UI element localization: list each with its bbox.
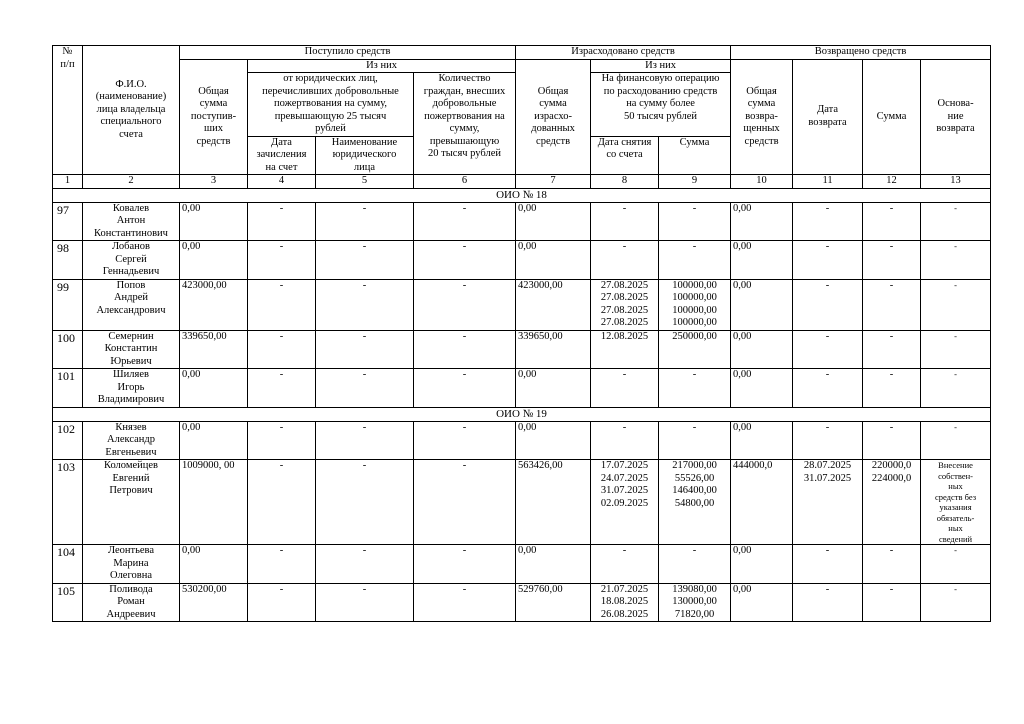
total-returned-cell: 444000,0	[731, 460, 793, 545]
return-basis-cell: -	[921, 241, 991, 280]
report-body	[53, 188, 991, 622]
legal-entity-name-cell: -	[316, 330, 414, 369]
total-returned-cell: 0,00	[731, 241, 793, 280]
citizens-count-cell: -	[414, 202, 516, 241]
total-returned-cell: 0,00	[731, 369, 793, 408]
withdraw-sums-cell: -	[659, 421, 731, 460]
header-total-received: Общая сумма поступив- ших средств	[180, 59, 248, 175]
return-dates-cell: -	[793, 583, 863, 622]
table-row	[53, 279, 991, 330]
total-received-cell: 530200,00	[180, 583, 248, 622]
legal-entity-name-cell: -	[316, 202, 414, 241]
person-name-cell: Попов Андрей Александрович	[83, 279, 180, 330]
total-returned-cell: 0,00	[731, 279, 793, 330]
total-received-cell: 0,00	[180, 421, 248, 460]
column-numbers-row	[53, 175, 991, 189]
section-header-row	[53, 407, 991, 421]
citizens-count-cell: -	[414, 583, 516, 622]
header-spent: Израсходовано средств	[516, 46, 731, 60]
total-returned-cell: 0,00	[731, 583, 793, 622]
header-of-them: Из них	[248, 59, 516, 73]
withdraw-sums-cell: 217000,00 55526,00 146400,00 54800,00	[659, 460, 731, 545]
row-number-cell: 101	[53, 369, 83, 408]
header-return-basis: Основа- ние возврата	[921, 59, 991, 175]
withdraw-sums-cell: -	[659, 369, 731, 408]
header-citizens-count: Количество граждан, внесших добровольные пожертвования на сумму, превышающую 20 тысяч рублей	[414, 73, 516, 175]
total-received-cell: 0,00	[180, 241, 248, 280]
total-received-cell: 339650,00	[180, 330, 248, 369]
legal-entity-name-cell: -	[316, 241, 414, 280]
withdraw-dates-cell: -	[591, 421, 659, 460]
table-row	[53, 460, 991, 545]
total-returned-cell: 0,00	[731, 421, 793, 460]
person-name-cell: Шиляев Игорь Владимирович	[83, 369, 180, 408]
header-return-date: Дата возврата	[793, 59, 863, 175]
header-no: № п/п	[53, 46, 83, 175]
return-sums-cell: -	[863, 202, 921, 241]
row-number-cell: 100	[53, 330, 83, 369]
header-total-spent: Общая сумма израсхо- дованных средств	[516, 59, 591, 175]
person-name-cell: Леонтьева Марина Олеговна	[83, 545, 180, 584]
table-row	[53, 241, 991, 280]
column-number: 9	[659, 175, 731, 189]
credit-date-cell: -	[248, 202, 316, 241]
credit-date-cell: -	[248, 583, 316, 622]
return-basis-cell: -	[921, 583, 991, 622]
section-title: ОИО № 19	[53, 407, 991, 421]
total-spent-cell: 0,00	[516, 202, 591, 241]
person-name-cell: Лобанов Сергей Геннадьевич	[83, 241, 180, 280]
column-number: 7	[516, 175, 591, 189]
row-number-cell: 99	[53, 279, 83, 330]
funds-report-table	[52, 45, 991, 622]
person-name-cell: Ковалев Антон Константинович	[83, 202, 180, 241]
header-total-returned: Общая сумма возвра- щенных средств	[731, 59, 793, 175]
header-legal-entities: от юридических лиц, перечисливших добровольные пожертвования на сумму, превышающую 25 тысяч рублей	[248, 73, 414, 137]
header-amount: Сумма	[659, 136, 731, 175]
total-returned-cell: 0,00	[731, 202, 793, 241]
total-spent-cell: 0,00	[516, 421, 591, 460]
table-row	[53, 545, 991, 584]
section-title: ОИО № 18	[53, 188, 991, 202]
row-number-cell: 105	[53, 583, 83, 622]
column-number: 1	[53, 175, 83, 189]
withdraw-sums-cell: -	[659, 545, 731, 584]
return-dates-cell: -	[793, 202, 863, 241]
return-basis-cell: Внесение собствен- ных средств без указания обязатель- ных сведений	[921, 460, 991, 545]
header-financial-op: На финансовую операцию по расходованию средств на сумму более 50 тысяч рублей	[591, 73, 731, 137]
table-row	[53, 421, 991, 460]
withdraw-sums-cell: -	[659, 241, 731, 280]
column-number: 4	[248, 175, 316, 189]
credit-date-cell: -	[248, 545, 316, 584]
citizens-count-cell: -	[414, 421, 516, 460]
row-number-cell: 103	[53, 460, 83, 545]
header-returned: Возвращено средств	[731, 46, 991, 60]
column-number: 13	[921, 175, 991, 189]
return-dates-cell: 28.07.2025 31.07.2025	[793, 460, 863, 545]
return-basis-cell: -	[921, 369, 991, 408]
return-sums-cell: -	[863, 330, 921, 369]
credit-date-cell: -	[248, 241, 316, 280]
person-name-cell: Коломейцев Евгений Петрович	[83, 460, 180, 545]
table-row	[53, 369, 991, 408]
return-basis-cell: -	[921, 421, 991, 460]
return-sums-cell: -	[863, 583, 921, 622]
return-sums-cell: -	[863, 421, 921, 460]
table-row	[53, 330, 991, 369]
total-spent-cell: 0,00	[516, 545, 591, 584]
header-received: Поступило средств	[180, 46, 516, 60]
credit-date-cell: -	[248, 369, 316, 408]
credit-date-cell: -	[248, 421, 316, 460]
total-returned-cell: 0,00	[731, 545, 793, 584]
citizens-count-cell: -	[414, 460, 516, 545]
column-number: 11	[793, 175, 863, 189]
return-sums-cell: -	[863, 241, 921, 280]
row-number-cell: 104	[53, 545, 83, 584]
return-sums-cell: -	[863, 369, 921, 408]
column-number: 10	[731, 175, 793, 189]
citizens-count-cell: -	[414, 330, 516, 369]
table-row	[53, 583, 991, 622]
withdraw-sums-cell: 250000,00	[659, 330, 731, 369]
return-dates-cell: -	[793, 545, 863, 584]
header-return-sum: Сумма	[863, 59, 921, 175]
return-dates-cell: -	[793, 279, 863, 330]
citizens-count-cell: -	[414, 279, 516, 330]
legal-entity-name-cell: -	[316, 421, 414, 460]
row-number-cell: 102	[53, 421, 83, 460]
return-sums-cell: -	[863, 279, 921, 330]
return-sums-cell: 220000,0 224000,0	[863, 460, 921, 545]
total-spent-cell: 563426,00	[516, 460, 591, 545]
total-spent-cell: 0,00	[516, 241, 591, 280]
column-number: 12	[863, 175, 921, 189]
header-of-them-spent: Из них	[591, 59, 731, 73]
return-sums-cell: -	[863, 545, 921, 584]
header-fio: Ф.И.О. (наименование) лица владельца специального счета	[83, 46, 180, 175]
return-basis-cell: -	[921, 202, 991, 241]
return-basis-cell: -	[921, 330, 991, 369]
total-spent-cell: 529760,00	[516, 583, 591, 622]
credit-date-cell: -	[248, 330, 316, 369]
column-number: 2	[83, 175, 180, 189]
total-returned-cell: 0,00	[731, 330, 793, 369]
withdraw-sums-cell: 100000,00 100000,00 100000,00 100000,00	[659, 279, 731, 330]
total-received-cell: 423000,00	[180, 279, 248, 330]
withdraw-sums-cell: 139080,00 130000,00 71820,00	[659, 583, 731, 622]
withdraw-dates-cell: 17.07.2025 24.07.2025 31.07.2025 02.09.2025	[591, 460, 659, 545]
total-received-cell: 1009000, 00	[180, 460, 248, 545]
legal-entity-name-cell: -	[316, 369, 414, 408]
withdraw-dates-cell: -	[591, 545, 659, 584]
legal-entity-name-cell: -	[316, 279, 414, 330]
total-received-cell: 0,00	[180, 545, 248, 584]
return-dates-cell: -	[793, 421, 863, 460]
column-number: 3	[180, 175, 248, 189]
withdraw-dates-cell: 12.08.2025	[591, 330, 659, 369]
row-number-cell: 97	[53, 202, 83, 241]
table-row	[53, 202, 991, 241]
total-received-cell: 0,00	[180, 202, 248, 241]
citizens-count-cell: -	[414, 241, 516, 280]
citizens-count-cell: -	[414, 545, 516, 584]
legal-entity-name-cell: -	[316, 583, 414, 622]
person-name-cell: Поливода Роман Андреевич	[83, 583, 180, 622]
credit-date-cell: -	[248, 460, 316, 545]
return-dates-cell: -	[793, 241, 863, 280]
return-basis-cell: -	[921, 279, 991, 330]
person-name-cell: Семернин Константин Юрьевич	[83, 330, 180, 369]
withdraw-sums-cell: -	[659, 202, 731, 241]
withdraw-dates-cell: 21.07.2025 18.08.2025 26.08.2025	[591, 583, 659, 622]
total-spent-cell: 423000,00	[516, 279, 591, 330]
column-number: 5	[316, 175, 414, 189]
legal-entity-name-cell: -	[316, 545, 414, 584]
header-legal-name: Наименование юридического лица	[316, 136, 414, 175]
person-name-cell: Князев Александр Евгеньевич	[83, 421, 180, 460]
section-header-row	[53, 188, 991, 202]
header-withdraw-date: Дата снятия со счета	[591, 136, 659, 175]
column-number: 6	[414, 175, 516, 189]
total-spent-cell: 339650,00	[516, 330, 591, 369]
citizens-count-cell: -	[414, 369, 516, 408]
return-dates-cell: -	[793, 330, 863, 369]
column-number: 8	[591, 175, 659, 189]
header-credit-date: Дата зачисления на счет	[248, 136, 316, 175]
withdraw-dates-cell: -	[591, 369, 659, 408]
credit-date-cell: -	[248, 279, 316, 330]
withdraw-dates-cell: -	[591, 241, 659, 280]
row-number-cell: 98	[53, 241, 83, 280]
withdraw-dates-cell: 27.08.2025 27.08.2025 27.08.2025 27.08.2025	[591, 279, 659, 330]
total-spent-cell: 0,00	[516, 369, 591, 408]
total-received-cell: 0,00	[180, 369, 248, 408]
return-dates-cell: -	[793, 369, 863, 408]
legal-entity-name-cell: -	[316, 460, 414, 545]
withdraw-dates-cell: -	[591, 202, 659, 241]
return-basis-cell: -	[921, 545, 991, 584]
